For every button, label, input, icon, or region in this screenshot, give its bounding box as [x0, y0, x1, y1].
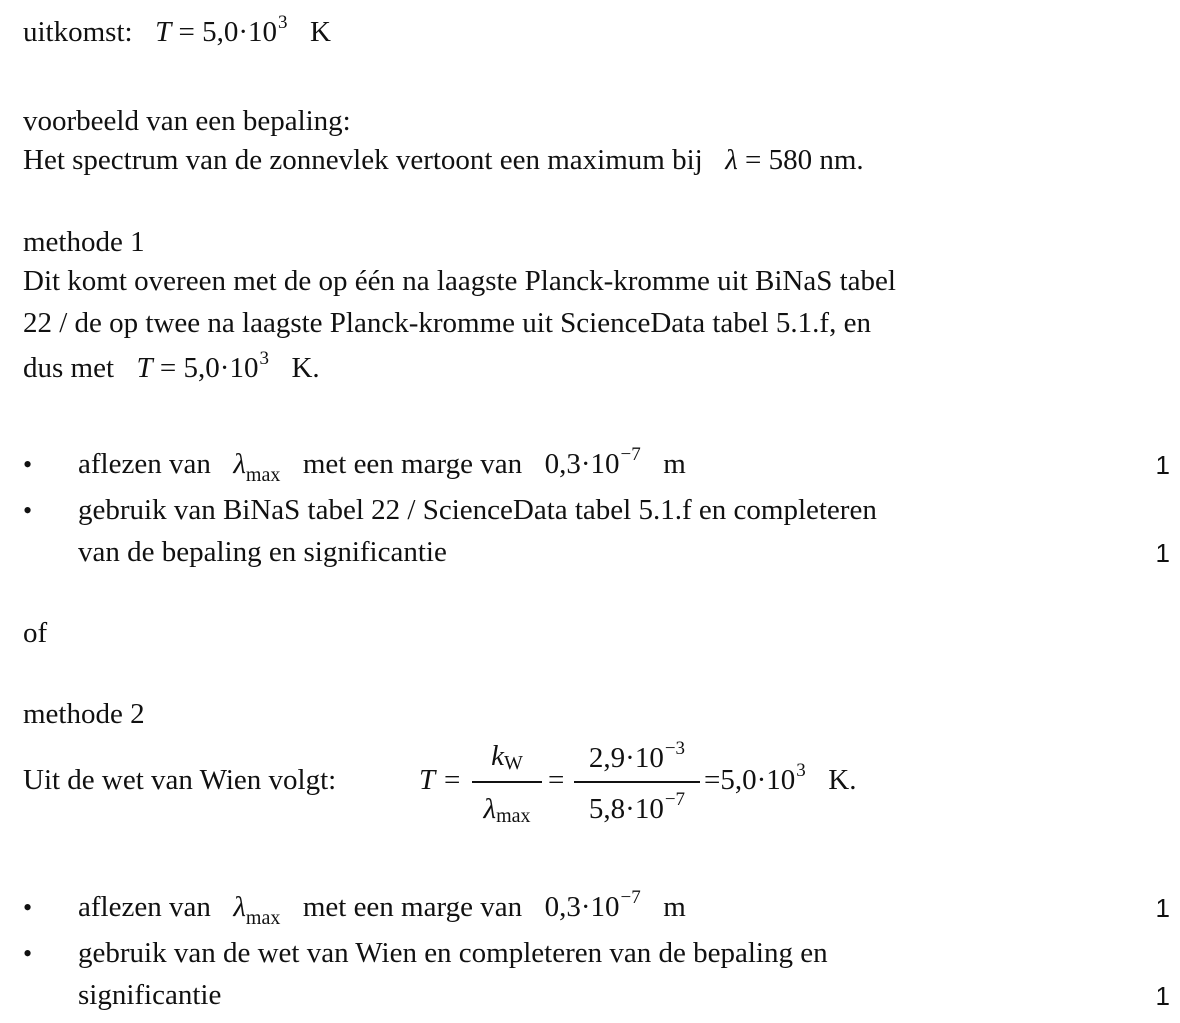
num2-exp: −3	[664, 738, 686, 759]
bullet-glyph: •	[23, 939, 33, 968]
methode1-var: T	[136, 352, 153, 384]
methode2-prefix-line	[23, 766, 336, 795]
methode1-exp: 3	[259, 348, 269, 369]
methode1-line2: 22 / de op twee na laagste Planck-kromme uit ScienceData tabel 5.1.f, en	[23, 307, 871, 339]
uitkomst-label: uitkomst:	[23, 16, 133, 48]
result-exp: 3	[796, 760, 806, 781]
criterion1-1	[78, 444, 686, 486]
kw-sub: W	[503, 752, 523, 774]
criterion-middle: met een marge van	[302, 448, 523, 480]
kw-symbol: k	[491, 740, 504, 772]
criterion-middle: met een marge van	[302, 891, 523, 923]
methode1-heading: methode 1	[23, 226, 145, 258]
criterion-unit: m	[663, 891, 686, 923]
methode2-eq2: =	[548, 764, 565, 796]
result-unit: K.	[828, 764, 857, 796]
spectrum-eq: =	[745, 144, 762, 176]
methode2-eq3: =	[704, 764, 721, 796]
criterion1-2-line2: van de bepaling en significantie	[78, 536, 447, 568]
methode1-eq: =	[159, 352, 177, 384]
criterion2-2-line1: gebruik van de wet van Wien en completeren van de bepaling en	[78, 937, 828, 969]
voorbeeld-heading: voorbeeld van een bepaling:	[23, 105, 351, 137]
uitkomst-exp: 3	[278, 12, 288, 33]
score: 1	[1155, 893, 1170, 923]
den2-mantissa: 5,8·10	[588, 793, 664, 825]
num2-mantissa: 2,9·10	[588, 742, 664, 774]
fraction1-numerator	[472, 740, 542, 774]
criterion2-2-line2: significantie	[78, 979, 222, 1011]
bullet-glyph: •	[23, 450, 33, 479]
spectrum-value: 580 nm.	[768, 144, 864, 176]
uitkomst-var: T	[155, 16, 172, 48]
uitkomst-line	[23, 12, 331, 48]
methode1-mantissa: 5,0·10	[183, 352, 259, 384]
criterion-prefix: aflezen van	[78, 448, 211, 480]
methode2-var: T	[419, 764, 436, 796]
result-mantissa: 5,0·10	[720, 764, 796, 796]
fraction2-bar	[574, 781, 700, 783]
of-separator: of	[23, 617, 48, 649]
fraction1-bar	[472, 781, 542, 783]
methode2-eq1: =	[444, 764, 461, 796]
bullet-glyph: •	[23, 893, 33, 922]
bullet-glyph: •	[23, 496, 33, 525]
score: 1	[1155, 538, 1170, 568]
lambda-sub: max	[496, 805, 531, 827]
methode1-line3-prefix: dus met	[23, 352, 115, 384]
methode1-line3	[23, 348, 320, 384]
criterion-prefix: aflezen van	[78, 891, 211, 923]
methode2-heading: methode 2	[23, 698, 145, 730]
criterion-mantissa: 0,3·10	[544, 891, 620, 923]
lambda-symbol: λ	[483, 793, 497, 825]
methode2-prefix: Uit de wet van Wien volgt:	[23, 764, 337, 796]
criterion-lambda: λ	[233, 448, 246, 480]
score: 1	[1155, 981, 1170, 1011]
spectrum-text: Het spectrum van de zonnevlek vertoont een maximum bij	[23, 144, 703, 176]
criterion2-1	[78, 887, 686, 929]
fraction2-denominator	[574, 789, 700, 825]
criterion-lambda: λ	[233, 891, 246, 923]
spectrum-line	[23, 146, 864, 175]
criterion-exp: −7	[620, 887, 641, 908]
score: 1	[1155, 450, 1170, 480]
uitkomst-mantissa: 5,0·10	[202, 16, 277, 48]
methode2-result	[704, 760, 857, 796]
criterion-unit: m	[663, 448, 686, 480]
den2-exp: −7	[664, 789, 686, 810]
criterion1-2-line1: gebruik van BiNaS tabel 22 / ScienceData tabel 5.1.f en completeren	[78, 494, 877, 526]
fraction2-numerator	[574, 738, 700, 774]
fraction1-denominator	[472, 793, 542, 827]
uitkomst-unit: K	[310, 16, 331, 48]
criterion-lambda-sub: max	[245, 907, 281, 929]
methode1-unit: K.	[291, 352, 320, 384]
criterion-exp: −7	[620, 444, 641, 465]
criterion-mantissa: 0,3·10	[544, 448, 620, 480]
spectrum-lambda: λ	[725, 144, 738, 176]
methode1-line1: Dit komt overeen met de op één na laagste Planck-kromme uit BiNaS tabel	[23, 265, 896, 297]
criterion-lambda-sub: max	[245, 464, 281, 486]
uitkomst-eq: =	[178, 16, 195, 48]
